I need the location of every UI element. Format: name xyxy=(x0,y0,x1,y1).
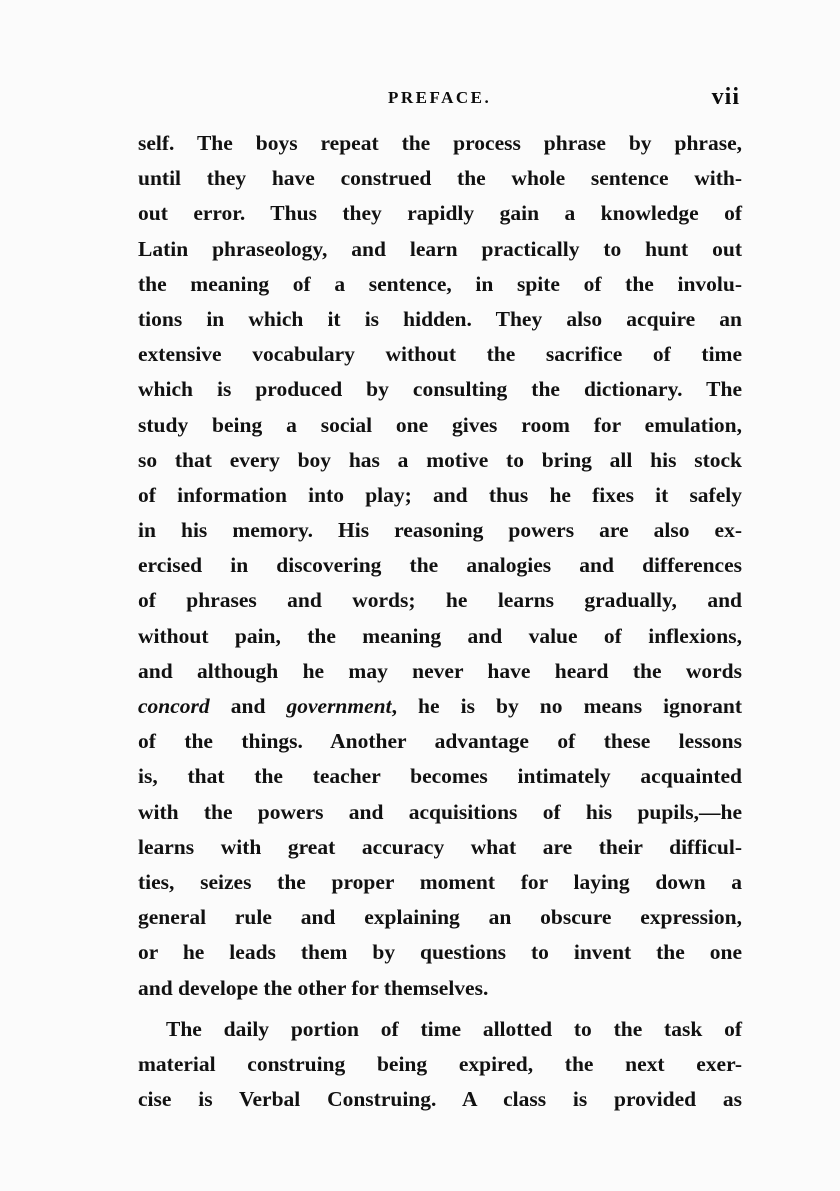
text-line: out error. Thus they rapidly gain a knowledge of xyxy=(138,201,742,226)
text-line: is, that the teacher becomes intimately acquainted xyxy=(138,764,742,789)
text-line: of phrases and words; he learns gradually, and xyxy=(138,588,742,613)
text-line: of the things. Another advantage of these lessons xyxy=(138,729,742,754)
text-line: or he leads them by questions to invent the one xyxy=(138,940,742,965)
text-line: general rule and explaining an obscure expression, xyxy=(138,905,742,930)
text-line: of information into play; and thus he fixes it safely xyxy=(138,482,742,507)
italic-term-government: government xyxy=(286,694,392,718)
text-line: ties, seizes the proper moment for laying down a xyxy=(138,869,742,894)
running-head: PREFACE. xyxy=(388,88,492,107)
text-line: tions in which it is hidden. They also acquire an xyxy=(138,306,742,331)
italic-term-concord: concord xyxy=(138,694,210,718)
text-line: and although he may never have heard the words xyxy=(138,658,742,683)
text-line: The daily portion of time allotted to the task of xyxy=(166,1016,742,1041)
text-line: the meaning of a sentence, in spite of the involu- xyxy=(138,271,742,296)
text-line: without pain, the meaning and value of inflexions, xyxy=(138,623,742,648)
text-line: in his memory. His reasoning powers are also ex- xyxy=(138,518,742,543)
text-line: study being a social one gives room for emulation, xyxy=(138,412,742,437)
paragraph-1 xyxy=(138,126,742,1006)
text-line: learns with great accuracy what are their difficul- xyxy=(138,834,742,859)
text-line: self. The boys repeat the process phrase by phrase, xyxy=(138,131,742,155)
paragraph-2 xyxy=(138,1012,742,1118)
text-line: extensive vocabulary without the sacrifice of time xyxy=(138,342,742,367)
text-line: and develope the other for themselves. xyxy=(138,975,489,1000)
page-header xyxy=(138,84,742,112)
text-line-with-italics xyxy=(138,689,742,724)
connector-text: and xyxy=(209,694,287,718)
text-line: until they have construed the whole sentence with- xyxy=(138,166,742,191)
text-line: cise is Verbal Construing. A class is provided as xyxy=(138,1087,742,1112)
text-line: ercised in discovering the analogies and differences xyxy=(138,553,742,578)
page-number: vii xyxy=(711,84,740,110)
text-line: Latin phraseology, and learn practically to hunt out xyxy=(138,236,742,261)
text-line: which is produced by consulting the dictionary. The xyxy=(138,377,742,402)
text-line: material construing being expired, the next exer- xyxy=(138,1051,742,1076)
text-line: so that every boy has a motive to bring all his stock xyxy=(138,447,742,472)
body-text xyxy=(138,126,742,1117)
text-line: with the powers and acquisitions of his pupils,—he xyxy=(138,799,742,824)
line-remainder: , he is by no means ignorant xyxy=(391,694,743,718)
